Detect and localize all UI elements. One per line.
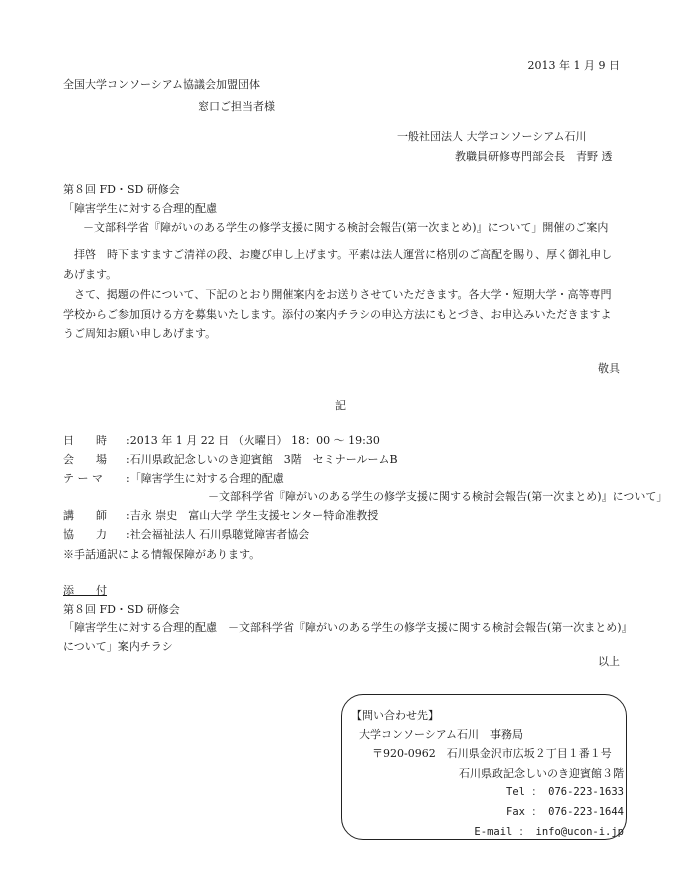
body-paragraph-1: 拝啓 時下ますますご清祥の段、お慶び申し上げます。平素は法人運営に格別のご高配を賜り、厚く御礼申しあげます。 — [63, 248, 613, 281]
body-paragraph-2: さて、掲題の件について、下記のとおり開催案内をお送りさせていただきます。各大学・短期大学・高等専門学校からご参加頂ける方を募集いたします。添付の案内チラシの申込方法にもとづき、お申込みいただきますようご周知お願い申しあげます。 — [63, 288, 612, 340]
detail-cooperation: 協 力 :社会福祉法人 石川県聴覚障害者協会 — [63, 528, 310, 541]
attachment-heading: 添 付 — [63, 584, 107, 597]
subject-line-2: 「障害学生に対する合理的配慮 — [63, 202, 217, 215]
subject-line-3: －文部科学省『障がいのある学生の修学支援に関する検討会報告(第一次まとめ)』について」開催のご案内 — [83, 221, 609, 234]
recipient-org: 全国大学コンソーシアム協議会加盟団体 — [63, 78, 261, 91]
attachment-line-3: について」案内チラシ — [63, 640, 173, 653]
detail-value: 石川県政記念しいのき迎賓館 3階 セミナールームB — [129, 453, 398, 466]
detail-value: 「障害学生に対する合理的配慮 — [129, 472, 284, 485]
detail-theme-continued: －文部科学省『障がいのある学生の修学支援に関する検討会報告(第一次まとめ)』について」 — [208, 490, 668, 503]
contact-tel: Tel ： 076-223-1633 — [506, 786, 624, 798]
closing-keigu: 敬具 — [598, 362, 620, 375]
detail-label: テ ー マ — [63, 472, 103, 485]
contact-address-2: 石川県政記念しいのき迎賓館３階 — [459, 767, 624, 780]
detail-label: 協 力 — [63, 528, 107, 541]
detail-venue: 会 場 :石川県政記念しいのき迎賓館 3階 セミナールームB — [63, 453, 398, 466]
detail-datetime: 日 時 :2013 年 1 月 22 日 （火曜日） 18：00 ～ 19:30 — [63, 434, 380, 447]
attachment-line-2: 「障害学生に対する合理的配慮 －文部科学省『障がいのある学生の修学支援に関する検討会報告(第一次まとめ)』 — [63, 621, 633, 634]
detail-value: 社会福祉法人 石川県聴覚障害者協会 — [129, 528, 310, 541]
detail-lecturer: 講 師 :吉永 崇史 富山大学 学生支援センター特命准教授 — [63, 509, 379, 522]
closing-ijou: 以上 — [598, 655, 620, 668]
detail-label: 日 時 — [63, 434, 107, 447]
contact-email[interactable]: E-mail ： info@ucon-i.jp — [474, 826, 624, 838]
subject-line-1: 第８回 FD・SD 研修会 — [63, 183, 180, 196]
attachment-line-1: 第８回 FD・SD 研修会 — [63, 603, 180, 616]
contact-title: 【問い合わせ先】 — [351, 709, 439, 722]
sender-org: 一般社団法人 大学コンソーシアム石川 — [397, 130, 587, 143]
sender-person: 教職員研修専門部会長 青野 透 — [455, 150, 613, 163]
detail-label: 会 場 — [63, 453, 107, 466]
contact-office: 大学コンソーシアム石川 事務局 — [359, 728, 524, 741]
detail-label: 講 師 — [63, 509, 107, 522]
detail-value: 吉永 崇史 富山大学 学生支援センター特命准教授 — [129, 509, 379, 522]
detail-theme: テ ー マ :「障害学生に対する合理的配慮 — [63, 472, 284, 485]
sign-language-note: ※手話通訳による情報保障があります。 — [63, 548, 261, 561]
ki-heading: 記 — [335, 399, 346, 412]
detail-value: 2013 年 1 月 22 日 （火曜日） 18：00 ～ 19:30 — [129, 434, 380, 447]
recipient-person: 窓口ご担当者様 — [198, 100, 275, 113]
contact-address-1: 〒920-0962 石川県金沢市広坂２丁目１番１号 — [372, 747, 612, 760]
contact-fax: Fax ： 076-223-1644 — [506, 806, 624, 818]
document-date: 2013 年 1 月 9 日 — [527, 59, 620, 72]
